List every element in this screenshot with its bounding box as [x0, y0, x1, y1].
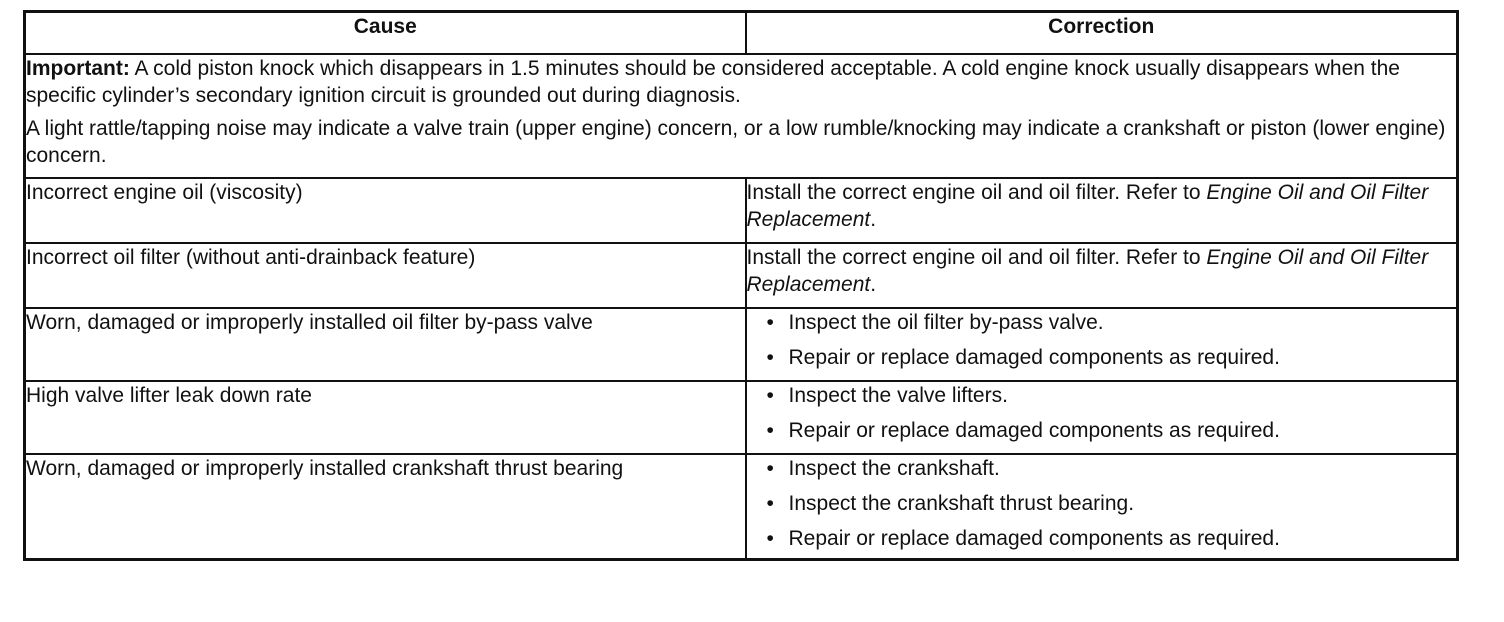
note-text-1: A cold piston knock which disappears in 1.5 minutes should be considered acceptable. A cold engine knock usually disappears when the specific cylinder’s secondary ignition circuit is grounded out during diagnosis.	[26, 57, 1400, 107]
cause-cell: Incorrect engine oil (viscosity)	[25, 178, 746, 243]
correction-end: .	[870, 208, 877, 231]
list-item-text: Inspect the crankshaft.	[788, 457, 1000, 480]
table-row	[25, 308, 1458, 381]
list-item	[767, 382, 1457, 409]
list-item	[767, 309, 1457, 336]
correction-list	[747, 382, 1457, 444]
list-item-text: Inspect the oil filter by-pass valve.	[788, 311, 1104, 334]
correction-list	[747, 455, 1457, 552]
bullet-icon: •	[766, 346, 774, 369]
list-item-text: Repair or replace damaged components as required.	[788, 419, 1280, 442]
important-label: Important:	[26, 57, 130, 80]
list-item	[767, 344, 1457, 371]
list-item-text: Inspect the valve lifters.	[788, 384, 1008, 407]
correction-cell	[746, 178, 1458, 243]
header-cause: Cause	[25, 12, 746, 55]
diagnosis-table	[23, 10, 1459, 561]
correction-cell	[746, 243, 1458, 308]
correction-reference: Engine Oil and Oil Filter Replacement	[746, 246, 1429, 296]
note-paragraph-2: A light rattle/tapping noise may indicate a valve train (upper engine) concern, or a low rumble/knocking may indicate a crankshaft or piston (lower engine) concern.	[26, 117, 1446, 167]
important-note-row	[25, 54, 1458, 178]
bullet-icon: •	[766, 384, 774, 407]
bullet-icon: •	[766, 492, 774, 515]
list-item-text: Inspect the crankshaft thrust bearing.	[788, 492, 1135, 515]
cause-cell: Worn, damaged or improperly installed crankshaft thrust bearing	[25, 454, 746, 560]
cause-cell: High valve lifter leak down rate	[25, 381, 746, 454]
table-row	[25, 454, 1458, 560]
table-row	[25, 243, 1458, 308]
important-note	[25, 54, 1458, 178]
table-row	[25, 178, 1458, 243]
list-item-text: Repair or replace damaged components as required.	[788, 346, 1280, 369]
bullet-icon: •	[766, 419, 774, 442]
list-item	[767, 455, 1457, 482]
list-item	[767, 525, 1457, 552]
bullet-icon: •	[766, 457, 774, 480]
correction-list	[747, 309, 1457, 371]
bullet-icon: •	[766, 311, 774, 334]
correction-cell	[746, 381, 1458, 454]
bullet-icon: •	[766, 527, 774, 550]
correction-cell	[746, 454, 1458, 560]
cause-cell: Incorrect oil filter (without anti-drainback feature)	[25, 243, 746, 308]
correction-reference: Engine Oil and Oil Filter Replacement	[746, 181, 1429, 231]
list-item	[767, 417, 1457, 444]
list-item	[767, 490, 1457, 517]
header-row	[25, 12, 1458, 55]
correction-text: Install the correct engine oil and oil filter. Refer to	[746, 246, 1207, 269]
correction-end: .	[870, 273, 877, 296]
correction-cell	[746, 308, 1458, 381]
header-correction: Correction	[746, 12, 1458, 55]
list-item-text: Repair or replace damaged components as required.	[788, 527, 1280, 550]
note-paragraph-1	[26, 55, 1456, 109]
table-row	[25, 381, 1458, 454]
cause-cell: Worn, damaged or improperly installed oil filter by-pass valve	[25, 308, 746, 381]
correction-text: Install the correct engine oil and oil filter. Refer to	[746, 181, 1207, 204]
